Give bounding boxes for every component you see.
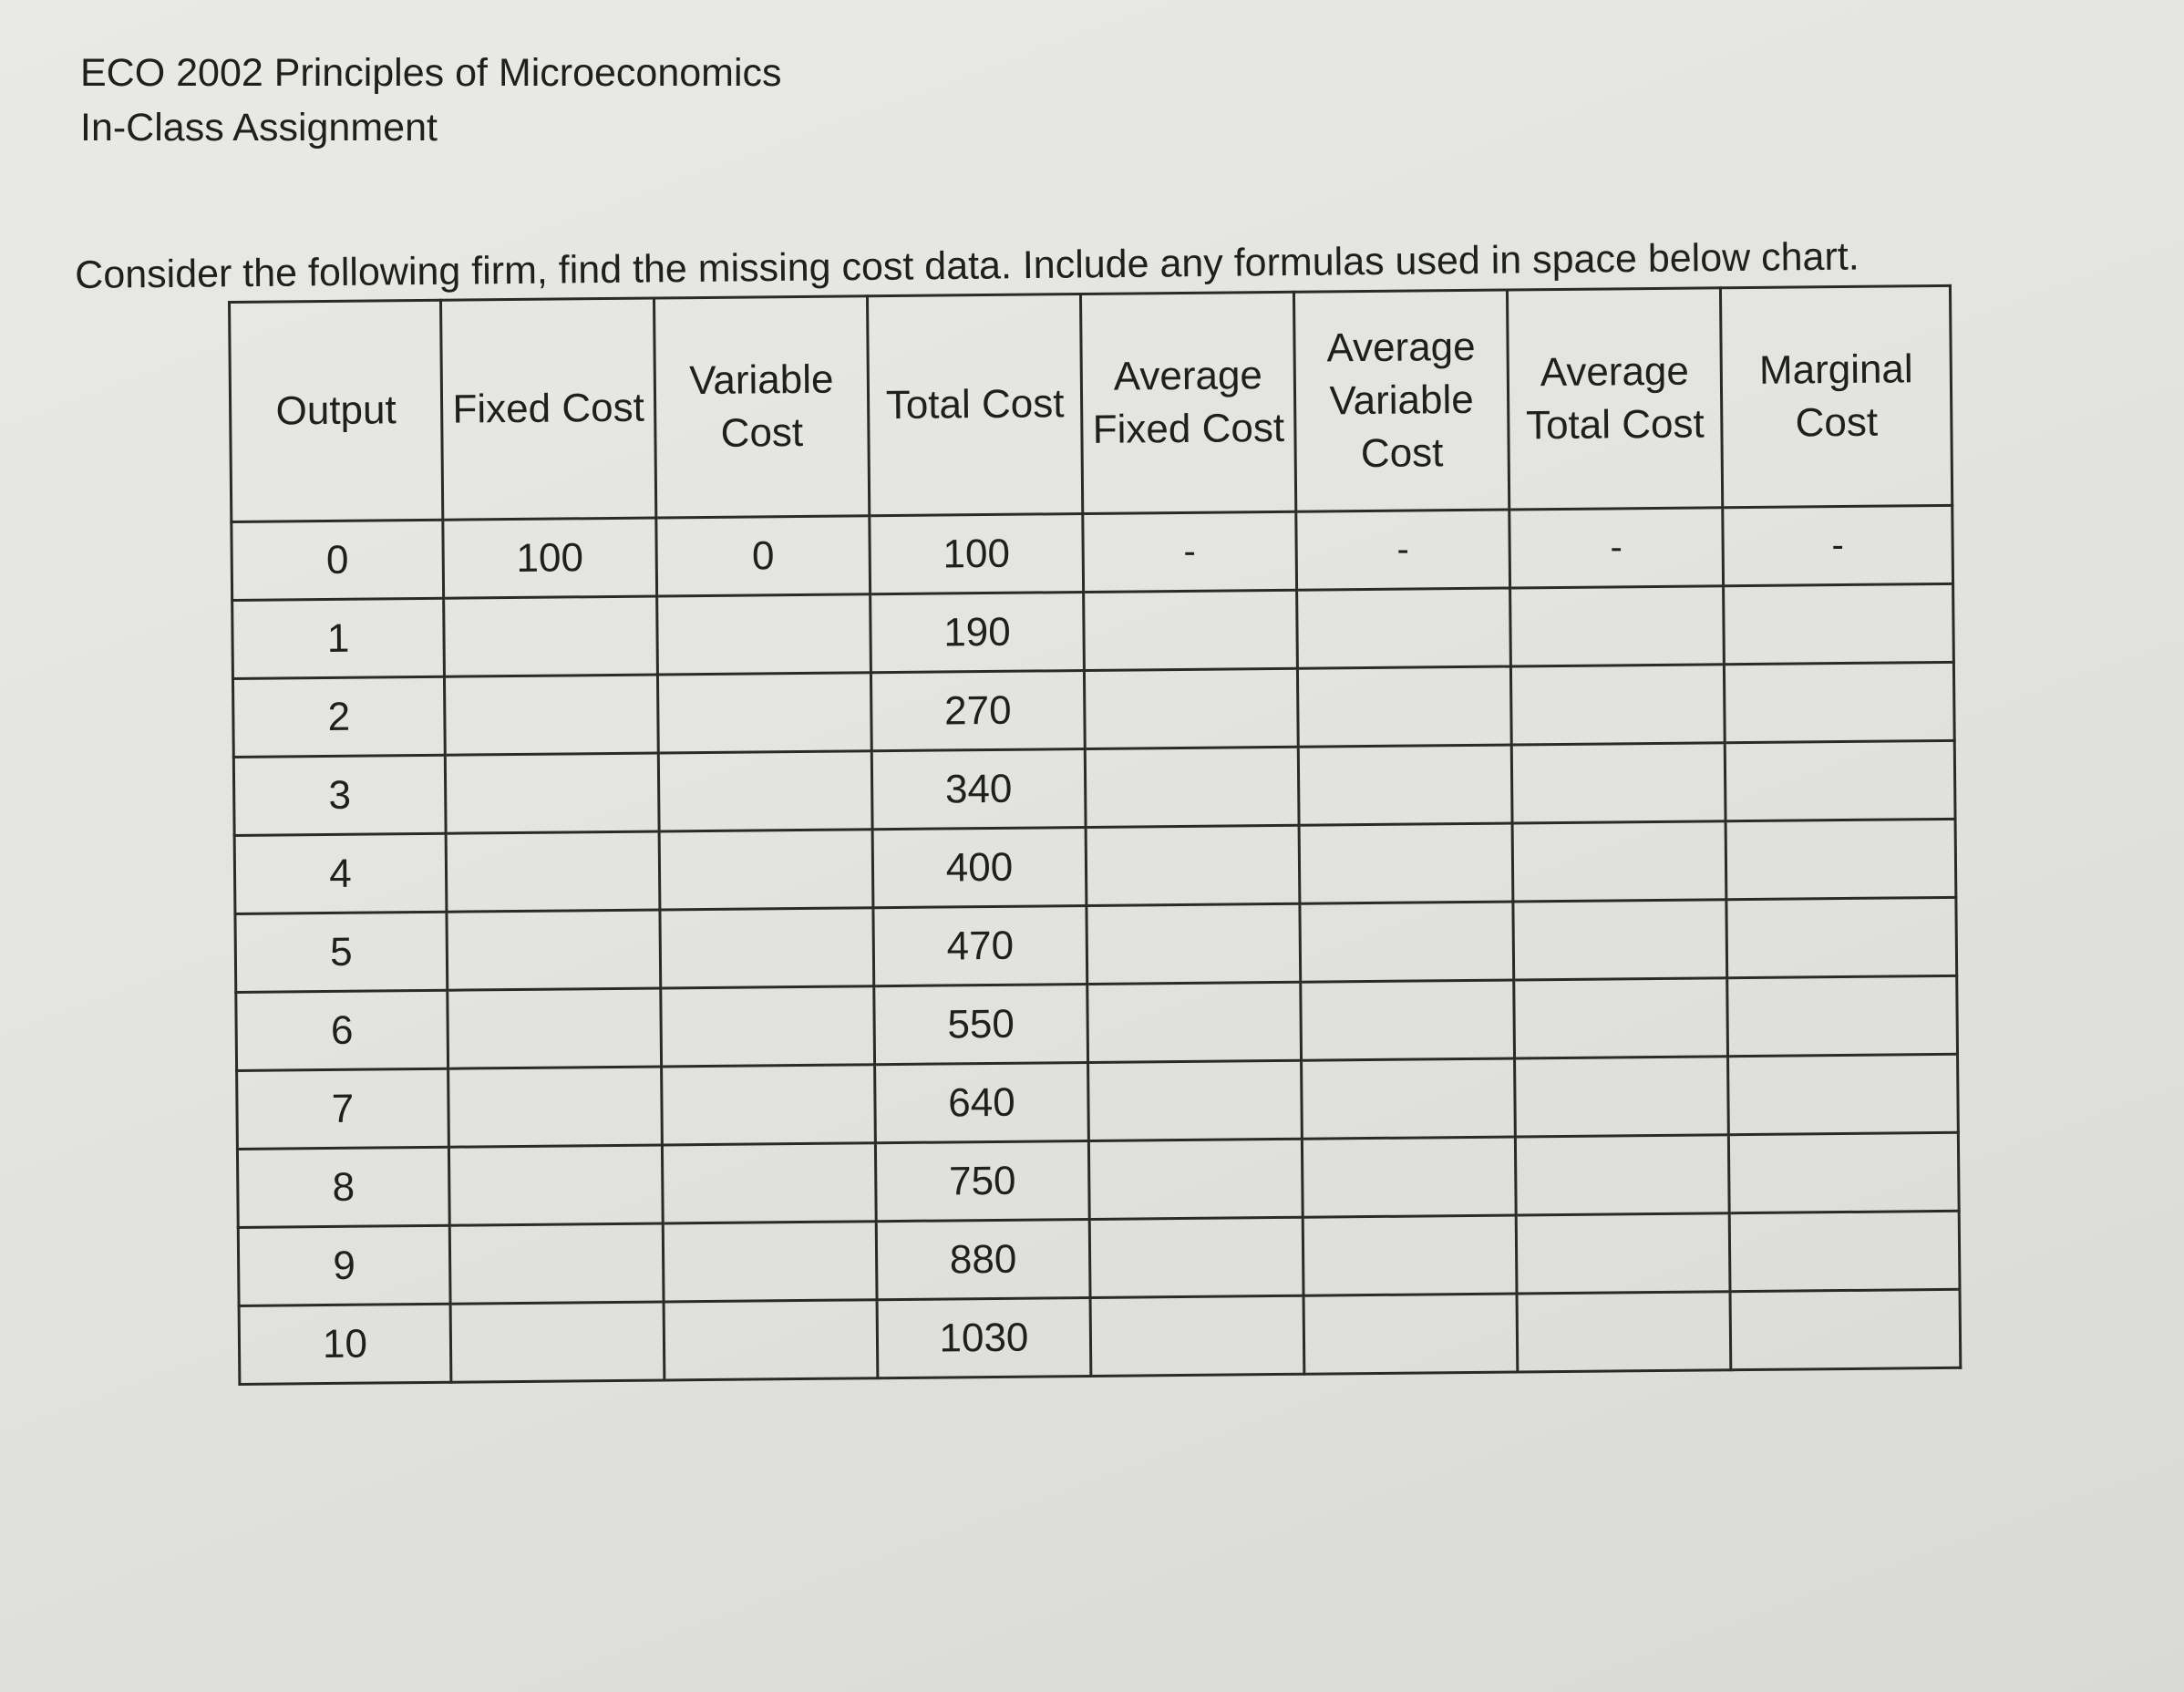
cell-variable-cost xyxy=(657,673,871,753)
cell-average-variable-cost xyxy=(1297,588,1511,668)
cell-output: 7 xyxy=(237,1068,449,1149)
cell-output: 1 xyxy=(232,598,445,678)
cell-marginal-cost xyxy=(1729,1211,1960,1291)
cell-marginal-cost xyxy=(1727,975,1958,1056)
cell-output: 3 xyxy=(233,755,446,835)
cell-total-cost: 550 xyxy=(874,984,1088,1064)
cell-fixed-cost xyxy=(444,675,658,755)
cell-average-variable-cost xyxy=(1298,745,1512,825)
cell-variable-cost xyxy=(658,751,872,831)
cell-variable-cost xyxy=(659,830,873,910)
cell-average-fixed-cost xyxy=(1088,1139,1303,1219)
cell-total-cost: 640 xyxy=(875,1062,1089,1142)
header-average-fixed-cost: Average Fixed Cost xyxy=(1080,292,1295,513)
cell-average-fixed-cost xyxy=(1089,1217,1303,1297)
cell-variable-cost xyxy=(663,1222,877,1302)
cell-total-cost: 340 xyxy=(871,748,1086,829)
cell-variable-cost xyxy=(661,986,875,1067)
cell-average-total-cost xyxy=(1514,978,1728,1058)
cell-average-fixed-cost xyxy=(1087,903,1301,984)
cell-total-cost: 270 xyxy=(871,671,1085,751)
header-average-total-cost: Average Total Cost xyxy=(1507,288,1722,510)
cell-variable-cost xyxy=(657,594,871,675)
cell-total-cost: 470 xyxy=(873,905,1087,985)
header-marginal-cost: Marginal Cost xyxy=(1720,285,1952,507)
cell-average-fixed-cost xyxy=(1090,1295,1304,1376)
cell-output: 6 xyxy=(236,990,448,1070)
cell-average-total-cost xyxy=(1510,665,1725,745)
header-average-variable-cost: Average Variable Cost xyxy=(1293,290,1509,511)
cell-average-variable-cost xyxy=(1302,1137,1516,1217)
cell-average-total-cost xyxy=(1510,586,1725,666)
cell-average-variable-cost xyxy=(1297,666,1511,747)
cell-total-cost: 1030 xyxy=(877,1297,1091,1377)
cell-average-fixed-cost xyxy=(1084,590,1298,670)
cell-fixed-cost xyxy=(449,1223,664,1304)
cell-variable-cost xyxy=(660,908,874,988)
cell-marginal-cost xyxy=(1730,1289,1961,1369)
cell-average-variable-cost: - xyxy=(1296,510,1510,590)
cell-output: 8 xyxy=(237,1147,449,1227)
document-header xyxy=(80,46,782,155)
cell-average-total-cost xyxy=(1513,900,1727,980)
cell-variable-cost xyxy=(662,1143,876,1223)
cell-total-cost: 750 xyxy=(875,1140,1089,1221)
header-variable-cost: Variable Cost xyxy=(654,296,869,518)
header-fixed-cost: Fixed Cost xyxy=(441,298,656,520)
cell-average-variable-cost xyxy=(1303,1215,1517,1295)
cell-fixed-cost xyxy=(446,831,660,912)
cell-fixed-cost xyxy=(447,910,661,990)
cell-output: 0 xyxy=(232,520,444,600)
table-header-row xyxy=(230,285,1952,521)
cell-average-total-cost xyxy=(1515,1057,1729,1137)
cell-marginal-cost xyxy=(1728,1132,1959,1212)
cell-fixed-cost xyxy=(450,1302,664,1382)
cell-average-variable-cost xyxy=(1300,902,1514,982)
cell-fixed-cost: 100 xyxy=(443,518,657,598)
cell-average-fixed-cost xyxy=(1084,668,1298,748)
cell-variable-cost xyxy=(664,1300,878,1380)
cell-total-cost: 100 xyxy=(870,514,1084,594)
header-output: Output xyxy=(230,300,443,521)
cell-marginal-cost xyxy=(1728,1054,1959,1134)
cell-average-fixed-cost xyxy=(1087,982,1302,1062)
assignment-title: In-Class Assignment xyxy=(80,106,438,150)
cell-variable-cost: 0 xyxy=(656,516,871,596)
cell-average-total-cost xyxy=(1515,1135,1729,1215)
cell-average-fixed-cost xyxy=(1086,825,1300,905)
cell-marginal-cost xyxy=(1724,662,1954,742)
cell-fixed-cost xyxy=(448,1145,663,1225)
cell-average-fixed-cost xyxy=(1088,1060,1303,1140)
cell-total-cost: 880 xyxy=(876,1219,1090,1299)
header-total-cost: Total Cost xyxy=(867,294,1082,516)
cell-marginal-cost xyxy=(1725,740,1955,820)
cell-average-total-cost xyxy=(1517,1292,1731,1372)
cell-fixed-cost xyxy=(448,988,662,1068)
cell-marginal-cost xyxy=(1724,583,1954,664)
cell-average-variable-cost xyxy=(1303,1294,1518,1374)
course-title: ECO 2002 Principles of Microeconomics xyxy=(80,51,782,95)
cell-output: 9 xyxy=(238,1225,450,1305)
cell-average-fixed-cost xyxy=(1085,747,1299,827)
cell-total-cost: 400 xyxy=(872,827,1087,907)
instructions-text: Consider the following firm, find the missing cost data. Include any formulas used in space below chart. xyxy=(75,234,1859,297)
cell-fixed-cost xyxy=(445,753,659,833)
cell-average-total-cost xyxy=(1516,1213,1730,1294)
cell-marginal-cost xyxy=(1726,819,1956,899)
cell-average-total-cost xyxy=(1512,821,1726,902)
cell-average-variable-cost xyxy=(1299,823,1513,903)
cell-variable-cost xyxy=(662,1065,876,1145)
cell-fixed-cost xyxy=(444,596,658,676)
cost-table xyxy=(228,284,1962,1386)
cell-output: 10 xyxy=(239,1304,451,1384)
cell-average-total-cost xyxy=(1511,743,1726,823)
cell-marginal-cost: - xyxy=(1723,505,1953,585)
cell-average-variable-cost xyxy=(1301,980,1515,1060)
cell-fixed-cost xyxy=(448,1067,663,1147)
cell-average-fixed-cost: - xyxy=(1083,511,1297,592)
cell-average-total-cost: - xyxy=(1509,508,1724,588)
cell-marginal-cost xyxy=(1726,897,1957,977)
cell-output: 2 xyxy=(232,676,445,757)
cell-output: 5 xyxy=(235,912,448,992)
cost-table-container xyxy=(228,284,1962,1386)
cell-average-variable-cost xyxy=(1302,1058,1516,1139)
table-row xyxy=(239,1289,1961,1384)
cell-total-cost: 190 xyxy=(871,593,1085,673)
cell-output: 4 xyxy=(234,833,447,913)
